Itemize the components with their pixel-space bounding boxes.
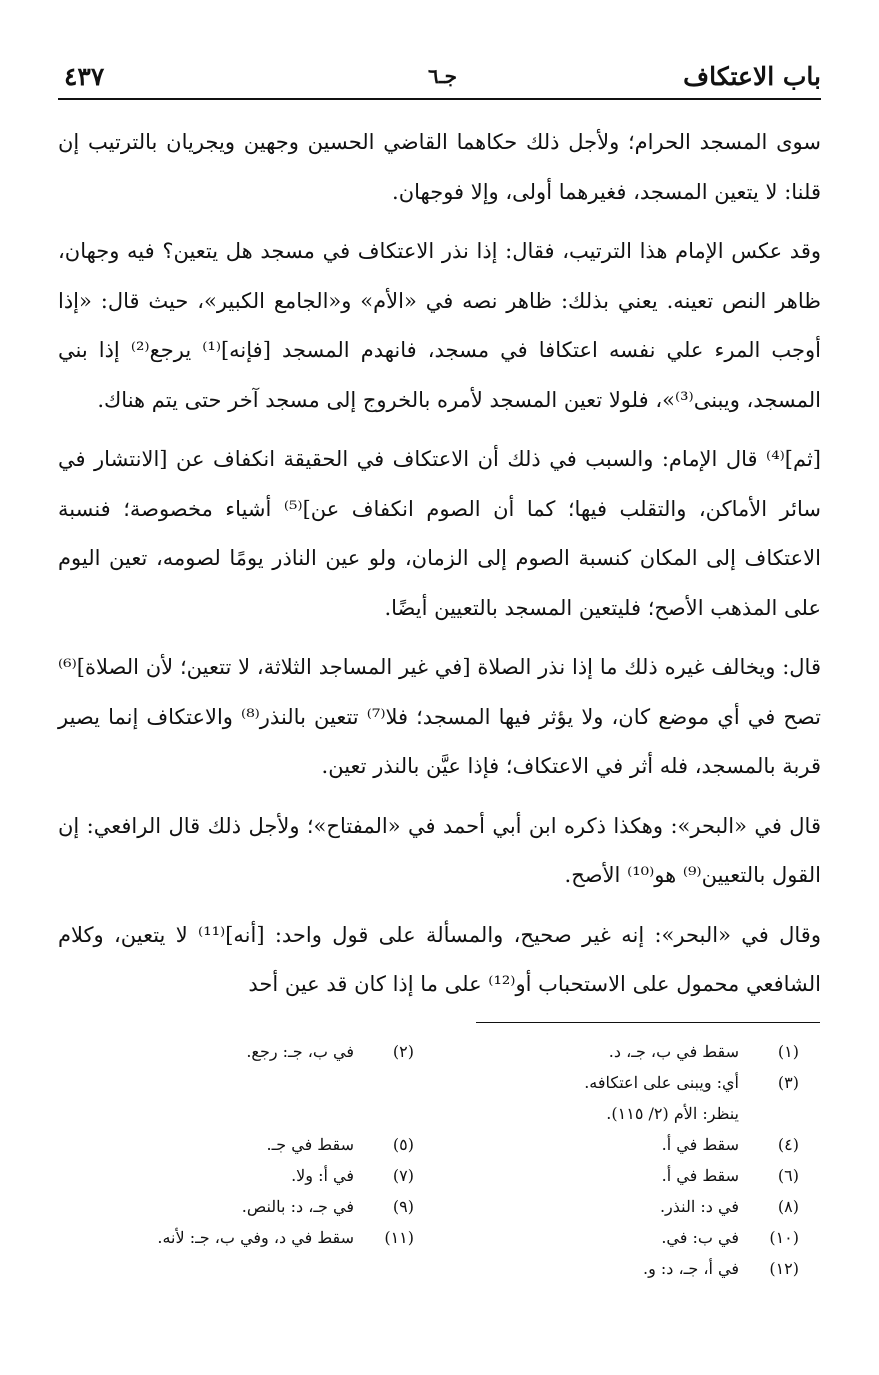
footnote-number: (٥) <box>392 1135 414 1154</box>
footnote-text: أي: ويبنى على اعتكافه. <box>584 1073 739 1092</box>
footnote-number: (١٢) <box>769 1259 799 1278</box>
footnote-number: (٩) <box>392 1197 414 1216</box>
main-text <box>58 118 821 1020</box>
footnote <box>444 1160 799 1191</box>
footnote <box>444 1222 799 1253</box>
footnote <box>444 1036 799 1067</box>
footnote-text: في جـ، د: بالنص. <box>241 1197 354 1216</box>
footnote-text: سقط في د، وفي ب، جـ: لأنه. <box>157 1228 354 1247</box>
footnote <box>444 1067 799 1098</box>
footnote-number: (١) <box>777 1042 799 1061</box>
footnote-text: في ب: في. <box>661 1228 739 1247</box>
footnote <box>444 1253 799 1284</box>
footnote-number: (٣) <box>777 1073 799 1092</box>
paragraph-4: قال: ويخالف غيره ذلك ما إذا نذر الصلاة [في غير المساجد الثلاثة، لا تتعين؛ لأن الصلاة]⁽⁶⁾ تصح في أي موضع كان، ولا يؤثر فيها المسجد؛ فلا⁽⁷⁾ تتعين بالنذر⁽⁸⁾ والاعتكاف إنما يصير قربة بالمسجد، فله أثر في الاعتكاف؛ فإذا عيَّن بالنذر تعين. <box>58 655 821 778</box>
footnote-number <box>739 1098 799 1129</box>
footnote <box>444 1129 799 1160</box>
paragraph-3: [ثم]⁽⁴⁾ قال الإمام: والسبب في ذلك أن الاعتكاف في الحقيقة انكفاف عن [الانتشار في سائر الأماكن، والتقلب فيها؛ كما أن الصوم انكفاف عن]⁽⁵⁾ أشياء مخصوصة؛ فنسبة الاعتكاف إلى المكان كنسبة الصوم إلى الزمان، ولو عين الناذر يومًا لصومه، تعين اليوم على المذهب الأصح؛ فليتعين المسجد بالتعيين أيضًا. <box>58 447 822 620</box>
footnote <box>59 1129 414 1160</box>
footnote-text: سقط في أ. <box>661 1135 739 1154</box>
footnote-text: سقط في جـ. <box>266 1135 354 1154</box>
footnote-rule <box>476 1022 820 1023</box>
footnote-number: (٦) <box>777 1166 799 1185</box>
footnote <box>59 1036 414 1067</box>
footnote-spacer <box>59 1067 414 1129</box>
volume-label: جـ٦ <box>428 64 457 88</box>
footnote-text: في ب، جـ: رجع. <box>246 1042 354 1061</box>
footnote-number: (١٠) <box>769 1228 799 1247</box>
paragraph-5: قال في «البحر»: وهكذا ذكره ابن أبي أحمد في «المفتاح»؛ ولأجل ذلك قال الرافعي: إن القول بالتعيين⁽⁹⁾ هو⁽¹⁰⁾ الأصح. <box>58 813 821 887</box>
footnote-text: في أ: ولا. <box>291 1166 354 1185</box>
footnotes-left-column <box>59 1036 414 1284</box>
footnote <box>59 1160 414 1191</box>
footnote-number: (٧) <box>392 1166 414 1185</box>
chapter-title: باب الاعتكاف <box>683 61 821 91</box>
footnote-text: في د: النذر. <box>659 1197 739 1216</box>
footnotes <box>59 1036 799 1284</box>
footnote-number: (٢) <box>392 1042 414 1061</box>
footnote-number: (١١) <box>384 1228 414 1247</box>
footnote-number: (٤) <box>777 1135 799 1154</box>
page-number: ٤٣٧ <box>64 61 105 91</box>
footnote-number: (٨) <box>777 1197 799 1216</box>
footnotes-right-column <box>444 1036 799 1284</box>
footnote-text: في أ، جـ، د: و. <box>642 1259 739 1278</box>
footnote <box>59 1191 414 1222</box>
paragraph-1: سوى المسجد الحرام؛ ولأجل ذلك حكاهما القاضي الحسين وجهين ويجريان بالترتيب إن قلنا: لا يتعين المسجد، فغيرهما أولى، وإلا فوجهان. <box>58 130 821 204</box>
paragraph-2: وقد عكس الإمام هذا الترتيب، فقال: إذا نذر الاعتكاف في مسجد هل يتعين؟ فيه وجهان، ظاهر النص تعينه. يعني بذلك: ظاهر نصه في «الأم» و«الجامع الكبير»، حيث قال: «إذا أوجب المرء علي نفسه اعتكافا في مسجد، فانهدم المسجد [فإنه]⁽¹⁾ يرجع⁽²⁾ إذا بني المسجد، ويبنى⁽³⁾»، فلولا تعين المسجد لأمره بالخروج إلى مسجد آخر حتى يتم هناك. <box>58 239 821 412</box>
running-header <box>64 58 821 94</box>
footnote-text: سقط في أ. <box>661 1166 739 1185</box>
header-rule <box>58 98 821 100</box>
paragraph-6: وقال في «البحر»: إنه غير صحيح، والمسألة على قول واحد: [أنه]⁽¹¹⁾ لا يتعين، وكلام الشافعي محمول على الاستحباب أو⁽¹²⁾ على ما إذا كان قد عين أحد <box>58 922 821 996</box>
footnote <box>444 1098 799 1129</box>
footnote <box>444 1191 799 1222</box>
footnote-text: سقط في ب، جـ، د. <box>608 1042 739 1061</box>
footnote <box>59 1222 414 1253</box>
footnote-text: ينظر: الأم (٢/ ١١٥). <box>606 1104 739 1123</box>
